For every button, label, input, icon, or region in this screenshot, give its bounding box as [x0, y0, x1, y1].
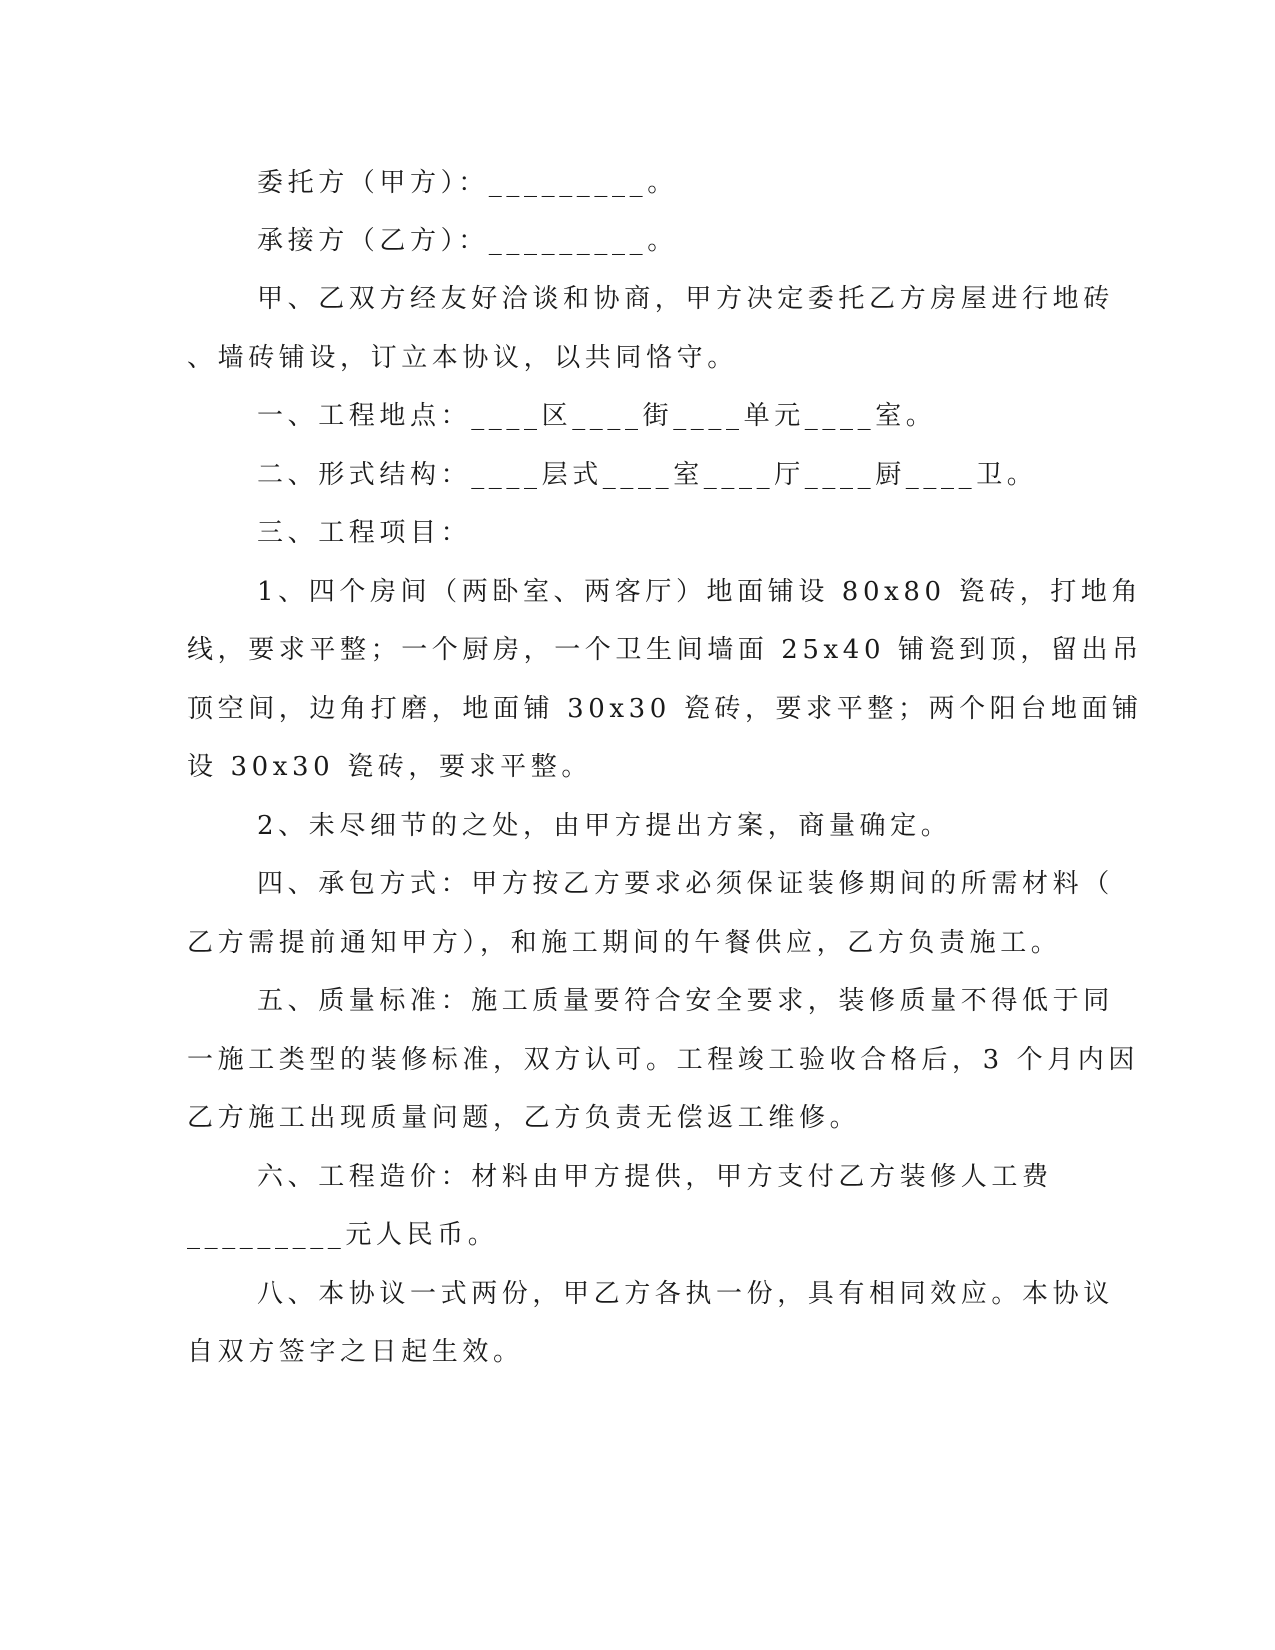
project-location-line: 一、工程地点：____区____街____单元____室。	[257, 401, 937, 431]
contractor-party-line: 承接方（乙方）：_________。	[257, 226, 678, 256]
agreement-copies-line-2: 自双方签字之日起生效。	[187, 1337, 524, 1367]
item-1-line-1: 1、四个房间（两卧室、两客厅）地面铺设 80x80 瓷砖，打地角	[257, 577, 1143, 607]
project-cost-line-1: 六、工程造价：材料由甲方提供，甲方支付乙方装修人工费	[257, 1162, 1053, 1192]
quality-standard-line-3: 乙方施工出现质量问题，乙方负责无偿返工维修。	[187, 1103, 861, 1133]
project-cost-line-2: _________元人民币。	[187, 1220, 499, 1250]
item-1-line-4: 设 30x30 瓷砖，要求平整。	[187, 752, 592, 782]
structure-form-line: 二、形式结构：____层式____室____厅____厨____卫。	[257, 460, 1038, 490]
preamble-line-2: 、墙砖铺设，订立本协议，以共同恪守。	[187, 343, 738, 373]
quality-standard-line-1: 五、质量标准：施工质量要符合安全要求，装修质量不得低于同	[257, 986, 1114, 1016]
contract-method-line-2: 乙方需提前通知甲方），和施工期间的午餐供应，乙方负责施工。	[187, 928, 1062, 958]
item-2-line: 2、未尽细节的之处，由甲方提出方案，商量确定。	[257, 811, 952, 841]
item-1-line-3: 顶空间，边角打磨，地面铺 30x30 瓷砖，要求平整；两个阳台地面铺	[187, 694, 1143, 724]
agreement-copies-line-1: 八、本协议一式两份，甲乙方各执一份，具有相同效应。本协议	[257, 1279, 1114, 1309]
client-party-line: 委托方（甲方）：_________。	[257, 168, 678, 198]
quality-standard-line-2: 一施工类型的装修标准，双方认可。工程竣工验收合格后，3 个月内因	[187, 1045, 1140, 1075]
item-1-line-2: 线，要求平整；一个厨房，一个卫生间墙面 25x40 铺瓷到顶，留出吊	[187, 635, 1143, 665]
preamble-line-1: 甲、乙双方经友好洽谈和协商，甲方决定委托乙方房屋进行地砖	[257, 284, 1114, 314]
contract-method-line-1: 四、承包方式：甲方按乙方要求必须保证装修期间的所需材料（	[257, 869, 1114, 899]
project-items-heading: 三、工程项目：	[257, 518, 472, 548]
